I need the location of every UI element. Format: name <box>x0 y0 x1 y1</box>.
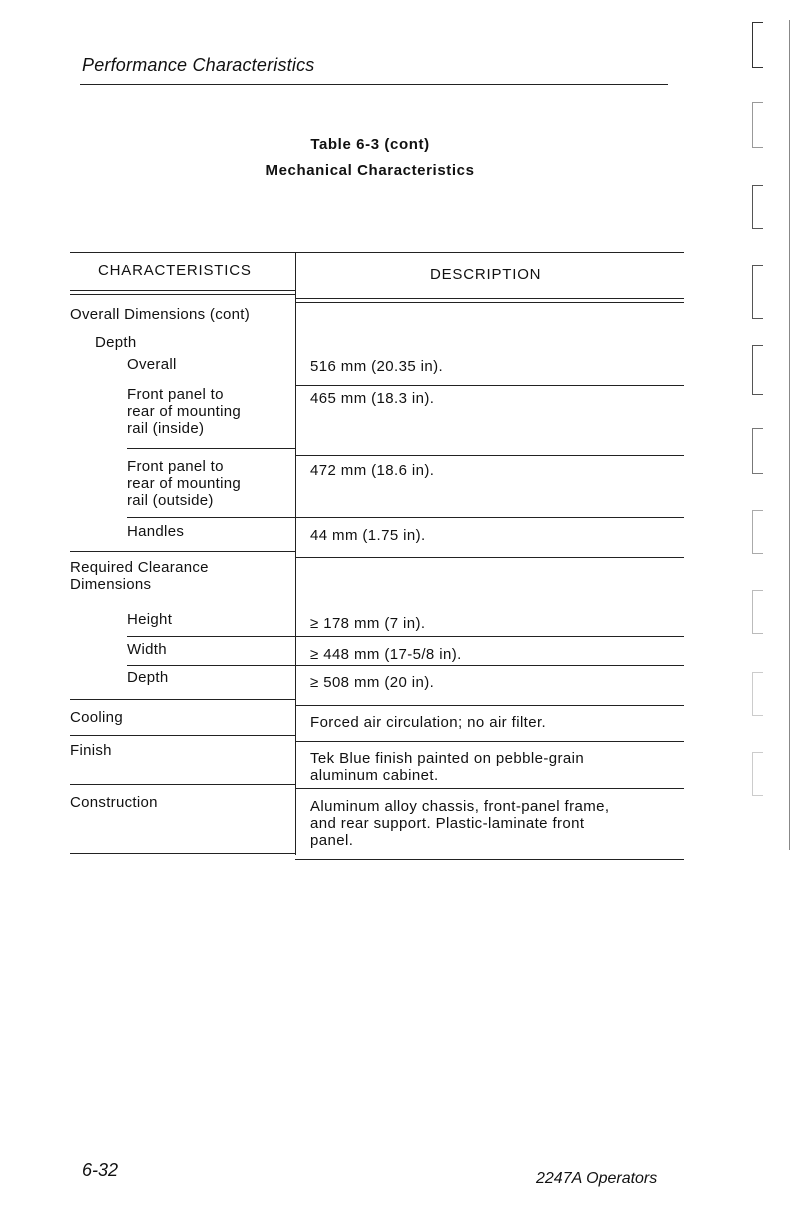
header-rule-left-1 <box>70 290 295 291</box>
row-rule <box>295 788 684 789</box>
manual-name: 2247A Operators <box>536 1170 658 1187</box>
row-rule <box>295 557 684 558</box>
table-row-label: Handles <box>127 523 185 540</box>
table-bottom-rule-right <box>295 859 684 860</box>
row-rule <box>295 741 684 742</box>
table-row-label: Height <box>127 611 173 628</box>
row-rule <box>70 699 295 700</box>
table-row-value: Tek Blue finish painted on pebble-grain aluminum cabinet. <box>310 750 585 784</box>
row-rule <box>70 784 295 785</box>
row-rule <box>70 551 295 552</box>
table-row-label: Front panel to rear of mounting rail (outside) <box>127 458 242 509</box>
row-rule <box>127 448 295 449</box>
header-rule-right-2 <box>295 302 684 303</box>
header-rule <box>80 84 668 85</box>
table-row-label: Required Clearance Dimensions <box>70 559 209 593</box>
table-row-value: 465 mm (18.3 in). <box>310 390 435 407</box>
page-number: 6-32 <box>82 1160 119 1180</box>
table-row-value: Aluminum alloy chassis, front-panel frame, and rear support. Plastic-laminate front panel. <box>310 798 610 849</box>
table-row-value: ≥ 448 mm (17-5/8 in). <box>310 646 462 663</box>
row-rule <box>295 455 684 456</box>
column-header-description: DESCRIPTION <box>430 266 542 283</box>
row-rule <box>127 517 684 518</box>
table-row-value: 44 mm (1.75 in). <box>310 527 426 544</box>
table-row-label: Construction <box>70 794 158 811</box>
table-row-label: Cooling <box>70 709 123 726</box>
table-row-label: Overall <box>127 356 177 373</box>
header-rule-right-1 <box>295 298 684 299</box>
table-row-label: Finish <box>70 742 112 759</box>
table-row-value: 472 mm (18.6 in). <box>310 462 435 479</box>
table-row-label: Width <box>127 641 167 658</box>
section-title: Performance Characteristics <box>82 55 315 75</box>
table-row-value: ≥ 508 mm (20 in). <box>310 674 435 691</box>
column-header-characteristics: CHARACTERISTICS <box>98 262 252 279</box>
table-row-label: Depth <box>95 334 137 351</box>
row-rule <box>127 636 684 637</box>
table-row-value: Forced air circulation; no air filter. <box>310 714 547 731</box>
header-rule-left-2 <box>70 294 295 295</box>
row-rule <box>127 665 684 666</box>
table-row-value: ≥ 178 mm (7 in). <box>310 615 426 632</box>
column-divider <box>295 252 296 855</box>
table-row-value: 516 mm (20.35 in). <box>310 358 444 375</box>
table-top-rule <box>70 252 684 253</box>
row-rule <box>70 735 295 736</box>
table-bottom-rule-left <box>70 853 295 854</box>
table-row-label: Depth <box>127 669 169 686</box>
table-row-label: Overall Dimensions (cont) <box>70 306 251 323</box>
table-row-label: Front panel to rear of mounting rail (inside) <box>127 386 242 437</box>
row-rule <box>295 385 684 386</box>
table-number: Table 6-3 (cont) <box>310 136 430 153</box>
table-title: Mechanical Characteristics <box>265 162 475 179</box>
row-rule <box>295 705 684 706</box>
